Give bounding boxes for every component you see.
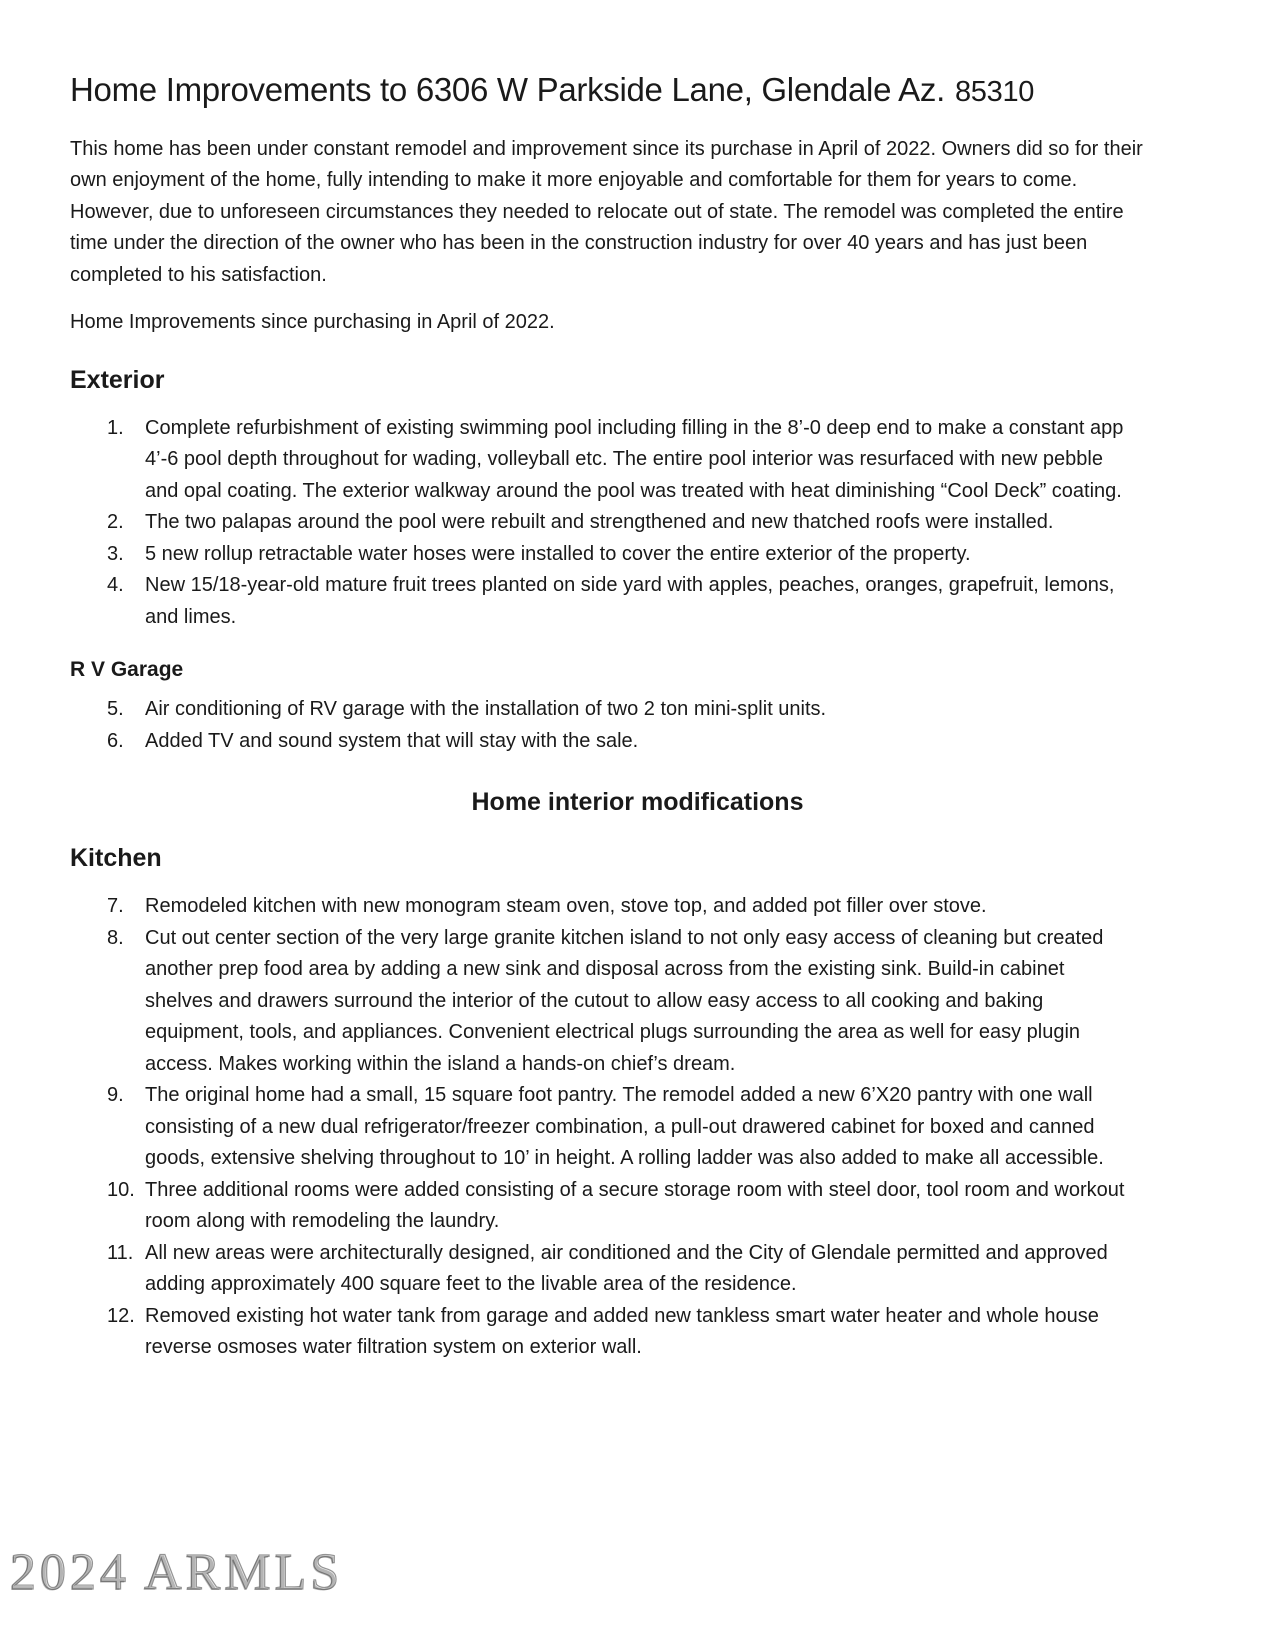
list-item-number: 12. xyxy=(107,1304,135,1327)
list-item-number: 4. xyxy=(107,574,124,597)
list-item-text: 5 new rollup retractable water hoses were installed to cover the entire exterior of the property. xyxy=(145,542,971,565)
list-item xyxy=(107,891,1205,923)
list-item-number: 8. xyxy=(107,926,124,949)
list-item xyxy=(107,1175,1205,1238)
list-item-text: New 15/18-year-old mature fruit trees planted on side yard with apples, peaches, oranges, grapefruit, lemons, and limes. xyxy=(145,574,1115,628)
page-title-zip: 85310 xyxy=(954,76,1035,108)
section-heading-interior: Home interior modifications xyxy=(471,788,804,817)
list-item-text: The two palapas around the pool were rebuilt and strengthened and new thatched roofs were installed. xyxy=(145,511,1054,534)
list-item-number: 7. xyxy=(107,895,124,918)
list-item-text: Added TV and sound system that will stay with the sale. xyxy=(145,729,639,752)
list-item xyxy=(107,413,1205,508)
exterior-list xyxy=(70,413,1205,634)
list-item xyxy=(107,1080,1205,1175)
list-item-number: 1. xyxy=(107,416,124,439)
note-paragraph: Home Improvements since purchasing in April of 2022. xyxy=(70,311,555,334)
intro-paragraph: This home has been under constant remodel and improvement since its purchase in April of 2022. Owners did so for their own enjoyment of the home, fully intending to make it more enjoyable and comfortable for them for years to come. However, due to unforeseen circumstances they needed to relocate out of state. The remodel was completed the entire time under the direction of the owner who has been in the construction industry for over 40 years and has just been completed to his satisfaction. xyxy=(70,137,1143,286)
list-item xyxy=(107,1238,1205,1301)
list-item xyxy=(107,694,1205,726)
list-item-text: Complete refurbishment of existing swimming pool including filling in the 8’-0 deep end to make a constant app 4’-6 pool depth throughout for wading, volleyball etc. The entire pool interior was resurfaced with new pebble and opal coating. The exterior walkway around the pool was treated with heat diminishing “Cool Deck” coating. xyxy=(145,416,1124,502)
kitchen-list xyxy=(70,891,1205,1364)
section-heading-exterior: Exterior xyxy=(70,365,165,394)
list-item xyxy=(107,726,1205,758)
list-item xyxy=(107,570,1205,633)
page-title-main: Home Improvements to 6306 W Parkside Lane, Glendale Az. xyxy=(70,71,945,108)
section-heading-kitchen: Kitchen xyxy=(70,844,162,873)
list-item-text: Air conditioning of RV garage with the installation of two 2 ton mini-split units. xyxy=(145,698,827,721)
list-item xyxy=(107,1301,1205,1364)
list-item-number: 10. xyxy=(107,1178,135,1201)
list-item-text: The original home had a small, 15 square foot pantry. The remodel added a new 6’X20 pantry with one wall consisting of a new dual refrigerator/freezer combination, a pull-out drawered cabinet for boxed and canned goods, extensive shelving throughout to 10’ in height. A rolling ladder was also added to make all accessible. xyxy=(145,1084,1104,1170)
list-item-text: All new areas were architecturally designed, air conditioned and the City of Glendale permitted and approved adding approximately 400 square feet to the livable area of the residence. xyxy=(145,1241,1108,1296)
list-item xyxy=(107,507,1205,539)
list-item-number: 2. xyxy=(107,511,124,534)
list-item xyxy=(107,539,1205,571)
list-item-text: Three additional rooms were added consisting of a secure storage room with steel door, tool room and workout room along with remodeling the laundry. xyxy=(145,1178,1125,1233)
list-item-number: 9. xyxy=(107,1084,124,1107)
list-item-text: Removed existing hot water tank from garage and added new tankless smart water heater and whole house reverse osmoses water filtration system on exterior wall. xyxy=(145,1304,1099,1359)
rv-garage-list xyxy=(70,694,1205,757)
section-heading-rv-garage: R V Garage xyxy=(70,658,184,682)
list-item-number: 11. xyxy=(107,1241,134,1264)
list-item-text: Remodeled kitchen with new monogram steam oven, stove top, and added pot filler over stove. xyxy=(145,895,987,918)
armls-watermark: 2024 ARMLS xyxy=(10,1544,344,1601)
list-item-number: 3. xyxy=(107,542,124,565)
list-item-number: 5. xyxy=(107,698,124,721)
list-item xyxy=(107,923,1205,1081)
list-item-number: 6. xyxy=(107,729,124,752)
list-item-text: Cut out center section of the very large granite kitchen island to not only easy access of cleaning but created another prep food area by adding a new sink and disposal across from the existing sink. Build-in cabinet shelves and drawers surround the interior of the cutout to allow easy access to all cooking and baking equipment, tools, and appliances. Convenient electrical plugs surrounding the area as well for easy plugin access. Makes working within the island a hands-on chief’s dream. xyxy=(145,926,1104,1075)
page-title xyxy=(70,70,1205,110)
